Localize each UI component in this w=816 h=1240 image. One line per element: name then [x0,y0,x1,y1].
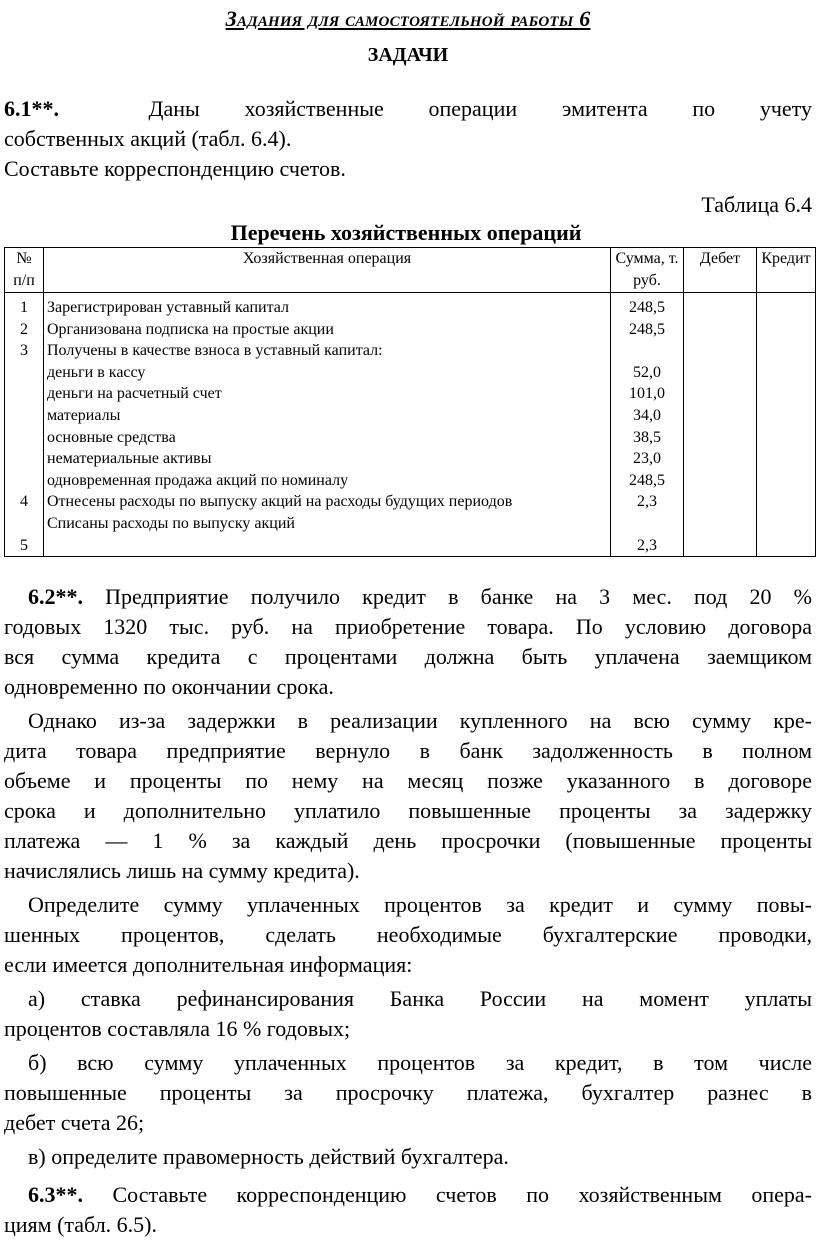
task-6-2-label: 6.2**. [28,584,83,609]
task-6-2-line: срока и дополнительно уплатило повышенные проценты за задержку [4,798,812,823]
table-cell [614,513,680,535]
table-cell: 52,0 [633,363,661,381]
task-6-2-line: годовых 1320 тыс. руб. на приобретение товара. По условию договора [4,614,812,639]
task-6-2-line: процентов составляла 16 % годовых; [4,1016,351,1041]
table-cell: материалы [47,406,121,424]
task-6-2-line: дита товара предприятие вернуло в банк задолженность в полном [4,738,812,763]
task-6-1-text: Даны хозяйственные операции эмитента по учету [148,96,812,121]
debit-column [684,293,757,557]
table-caption: Таблица 6.4 [701,192,812,217]
task-6-1-line2: собственных акций (табл. 6.4). [4,126,292,151]
col-header-number: № п/п [5,248,44,293]
table-cell: основные средства [47,428,176,446]
table-cell: 5 [20,536,28,554]
table-cell: Получены в качестве взноса в уставный капитал: [47,342,383,360]
table-cell [47,535,607,557]
table-cell: Организована подписка на простые акции [47,320,334,338]
task-6-1-label: 6.1**. [4,96,59,121]
col-header-credit: Кредит [757,248,816,293]
col-header-sum: Сумма, т. руб. [611,248,684,293]
task-6-2-line [4,582,812,612]
task-6-3-line: циям (табл. 6.5). [4,1212,158,1237]
table-cell [8,383,40,405]
task-6-2-line: в) определите правомерность действий бухгалтера. [28,1144,509,1169]
section-title: Задания для самостоятельной работы 6 [225,6,591,31]
col-header-operation: Хозяйственная операция [44,248,611,293]
table-cell: Отнесены расходы по выпуску акций на расходы будущих периодов [47,493,513,511]
task-6-2-line: начислялись лишь на сумму кредита). [4,858,360,883]
task-6-1-line3: Составьте корреспонденцию счетов. [4,156,346,181]
table-header-row [5,248,816,293]
table-body [5,293,816,557]
table-cell: деньги на расчетный счет [47,385,222,403]
table-cell: 4 [20,493,28,511]
task-6-2-line: а) ставка рефинансирования Банка России на момент уплаты [28,986,812,1011]
table-cell [8,427,40,449]
table-cell: 248,5 [629,471,665,489]
table-cell: Зарегистрирован уставный капитал [47,299,289,316]
task-6-1-line1 [4,94,812,124]
table-cell: 38,5 [633,428,661,446]
table-cell [8,362,40,384]
table-cell: 23,0 [633,450,661,468]
task-6-3 [4,1180,812,1240]
table-cell: 2 [20,320,28,338]
task-6-2-line: шенных процентов, сделать необходимые бухгалтерские проводки, [4,922,812,947]
table-cell: 101,0 [629,385,665,403]
col-header-debit: Дебет [684,248,757,293]
table-cell: 34,0 [633,406,661,424]
table-cell: 2,3 [637,493,657,511]
task-6-2-line: Определите сумму уплаченных процентов за кредит и сумму повы- [28,892,812,917]
task-6-3-line [4,1180,812,1210]
task-6-2-line: вся сумма кредита с процентами должна быть уплачена заемщиком [4,644,812,669]
table-title: Перечень хозяйственных операций [230,220,582,245]
credit-column [757,293,816,557]
task-6-2-line: если имеется дополнительная информация: [4,952,413,977]
table-cell: Списаны расходы по выпуску акций [47,514,295,532]
task-6-3-label: 6.3**. [28,1182,83,1207]
task-6-2-line: б) всю сумму уплаченных процентов за кредит, в том числе [28,1050,812,1075]
section-subtitle: ЗАДАЧИ [367,44,449,66]
task-6-2-line: одновременно по окончании срока. [4,674,334,699]
sum-column [611,293,684,557]
task-6-2 [4,582,812,1172]
operations-table [4,247,816,557]
table-cell: деньги в кассу [47,363,146,381]
task-6-2-line: дебет счета 26; [4,1110,145,1135]
table-cell [8,448,40,470]
table-cell: одновременная продажа акций по номиналу [47,471,349,489]
task-6-2-text: Предприятие получило кредит в банке на 3 мес. под 20 % [105,584,812,609]
task-6-2-line: платежа — 1 % за каждый день просрочки (повышенные проценты [4,828,812,853]
task-6-2-line: Однако из-за задержки в реализации купленного на всю сумму кре- [28,708,812,733]
operation-column [44,293,611,557]
table-cell [8,470,40,492]
task-6-2-line: объеме и проценты по нему на месяц позже указанного в договоре [4,768,812,793]
task-6-1 [4,94,812,184]
table-cell [8,513,40,535]
table-cell [614,340,680,362]
task-6-2-line: повышенные проценты за просрочку платежа, бухгалтер разнес в [4,1080,812,1105]
number-column [5,293,44,557]
task-6-3-text: Составьте корреспонденцию счетов по хозяйственным опера- [112,1182,813,1207]
table-cell: нематериальные активы [47,450,212,468]
table-cell [8,405,40,427]
table-cell: 1 [20,299,28,316]
table-cell: 248,5 [629,320,665,338]
table-cell: 248,5 [629,299,665,316]
table-cell: 2,3 [637,536,657,554]
table-cell: 3 [20,342,28,360]
